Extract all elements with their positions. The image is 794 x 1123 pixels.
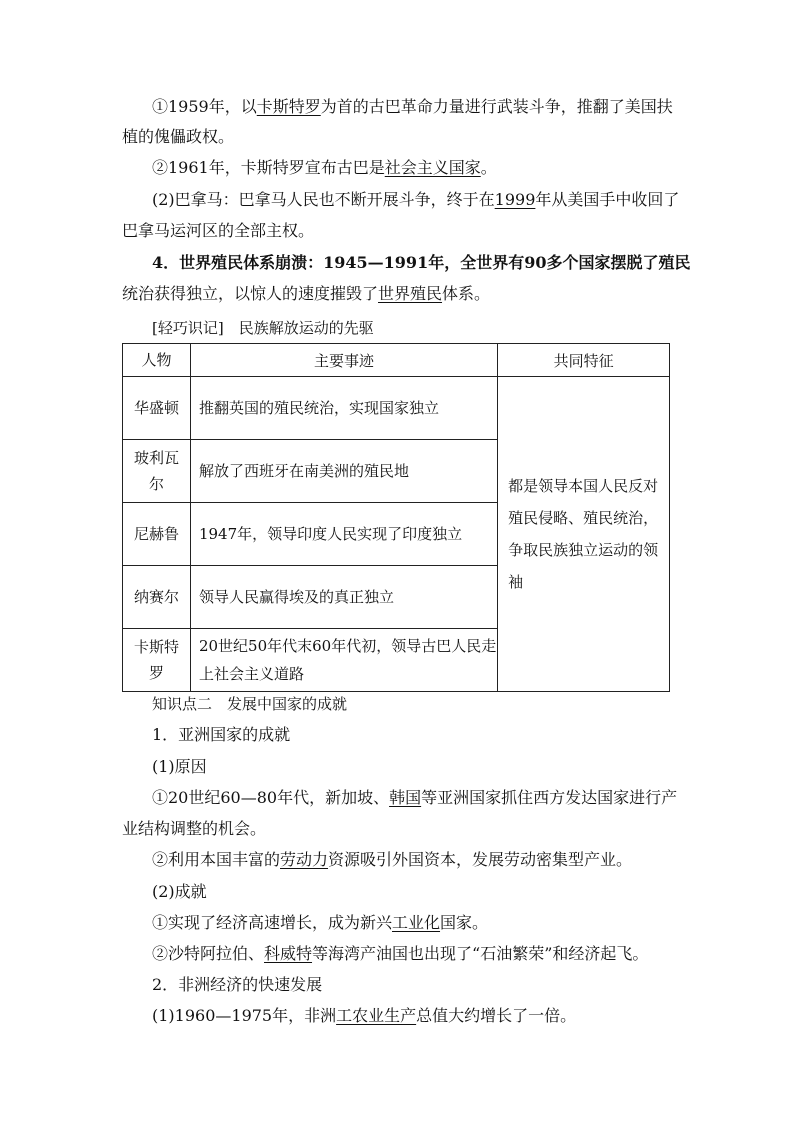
cell-name: 尼赫鲁 (123, 503, 191, 566)
header-deeds: 主要事迹 (190, 344, 497, 377)
answer-blank-industrialized: 工业化 (392, 913, 441, 932)
paragraph-achievement-2: ②沙特阿拉伯、科威特等海湾产油国也出现了“石油繁荣”和经济起飞。 (152, 944, 649, 963)
paragraph-panama: (2)巴拿马：巴拿马人民也不断开展斗争，终于在1999年从美国手中收回了 (152, 190, 680, 209)
paragraph-cuba-1959: ①1959年，以卡斯特罗为首的古巴革命力量进行武装斗争，推翻了美国扶 (152, 97, 673, 116)
subsection-achievements: (2)成就 (152, 882, 207, 901)
answer-blank-1999: 1999 (494, 190, 536, 209)
paragraph-panama-cont: 巴拿马运河区的全部主权。 (122, 221, 315, 240)
section-africa: 2．非洲经济的快速发展 (152, 975, 323, 994)
cell-deed: 20世纪50年代末60年代初，领导古巴人民走上社会主义道路 (190, 629, 497, 692)
paragraph-achievement-1: ①实现了经济高速增长，成为新兴工业化国家。 (152, 913, 489, 932)
header-person: 人物 (123, 344, 191, 377)
paragraph-reason-1-cont: 业结构调整的机会。 (122, 819, 267, 838)
section-asia: 1．亚洲国家的成就 (152, 725, 291, 744)
answer-blank-world-colonial: 世界殖民 (378, 284, 443, 303)
pioneers-table (122, 343, 670, 692)
tip-heading: [轻巧识记] 民族解放运动的先驱 (152, 319, 374, 337)
answer-blank-agri-industry: 工农业生产 (336, 1006, 417, 1025)
answer-blank-castro: 卡斯特罗 (256, 97, 321, 116)
answer-blank-socialist: 社会主义国家 (384, 158, 481, 177)
answer-blank-labor: 劳动力 (280, 850, 329, 869)
table-header-row (123, 344, 670, 377)
subsection-reasons: (1)原因 (152, 757, 207, 776)
answer-blank-kuwait: 科威特 (264, 944, 313, 963)
cell-name: 华盛顿 (123, 377, 191, 440)
paragraph-reason-1: ①20世纪60—80年代，新加坡、韩国等亚洲国家抓住西方发达国家进行产 (152, 788, 678, 807)
table-row (123, 377, 670, 440)
paragraph-colonial-collapse-cont: 统治获得独立，以惊人的速度摧毁了世界殖民体系。 (122, 284, 491, 303)
paragraph-cuba-1959-cont: 植的傀儡政权。 (122, 127, 235, 146)
paragraph-africa-1: (1)1960—1975年，非洲工农业生产总值大约增长了一倍。 (152, 1006, 577, 1025)
paragraph-cuba-1961: ②1961年，卡斯特罗宣布古巴是社会主义国家。 (152, 158, 497, 177)
cell-deed: 领导人民赢得埃及的真正独立 (190, 566, 497, 629)
cell-name: 纳赛尔 (123, 566, 191, 629)
paragraph-colonial-collapse: 4．世界殖民体系崩溃：1945—1991年，全世界有90多个国家摆脱了殖民 (152, 253, 691, 272)
knowledge-point-two: 知识点二 发展中国家的成就 (152, 695, 348, 713)
answer-blank-korea: 韩国 (389, 788, 422, 807)
paragraph-reason-2: ②利用本国丰富的劳动力资源吸引外国资本，发展劳动密集型产业。 (152, 850, 633, 869)
cell-deed: 解放了西班牙在南美洲的殖民地 (190, 440, 497, 503)
cell-deed: 推翻英国的殖民统治，实现国家独立 (190, 377, 497, 440)
cell-name: 玻利瓦尔 (123, 440, 191, 503)
cell-name: 卡斯特罗 (123, 629, 191, 692)
cell-deed: 1947年，领导印度人民实现了印度独立 (190, 503, 497, 566)
header-common: 共同特征 (498, 344, 670, 377)
cell-common-feature: 都是领导本国人民反对殖民侵略、殖民统治，争取民族独立运动的领袖 (498, 377, 670, 692)
